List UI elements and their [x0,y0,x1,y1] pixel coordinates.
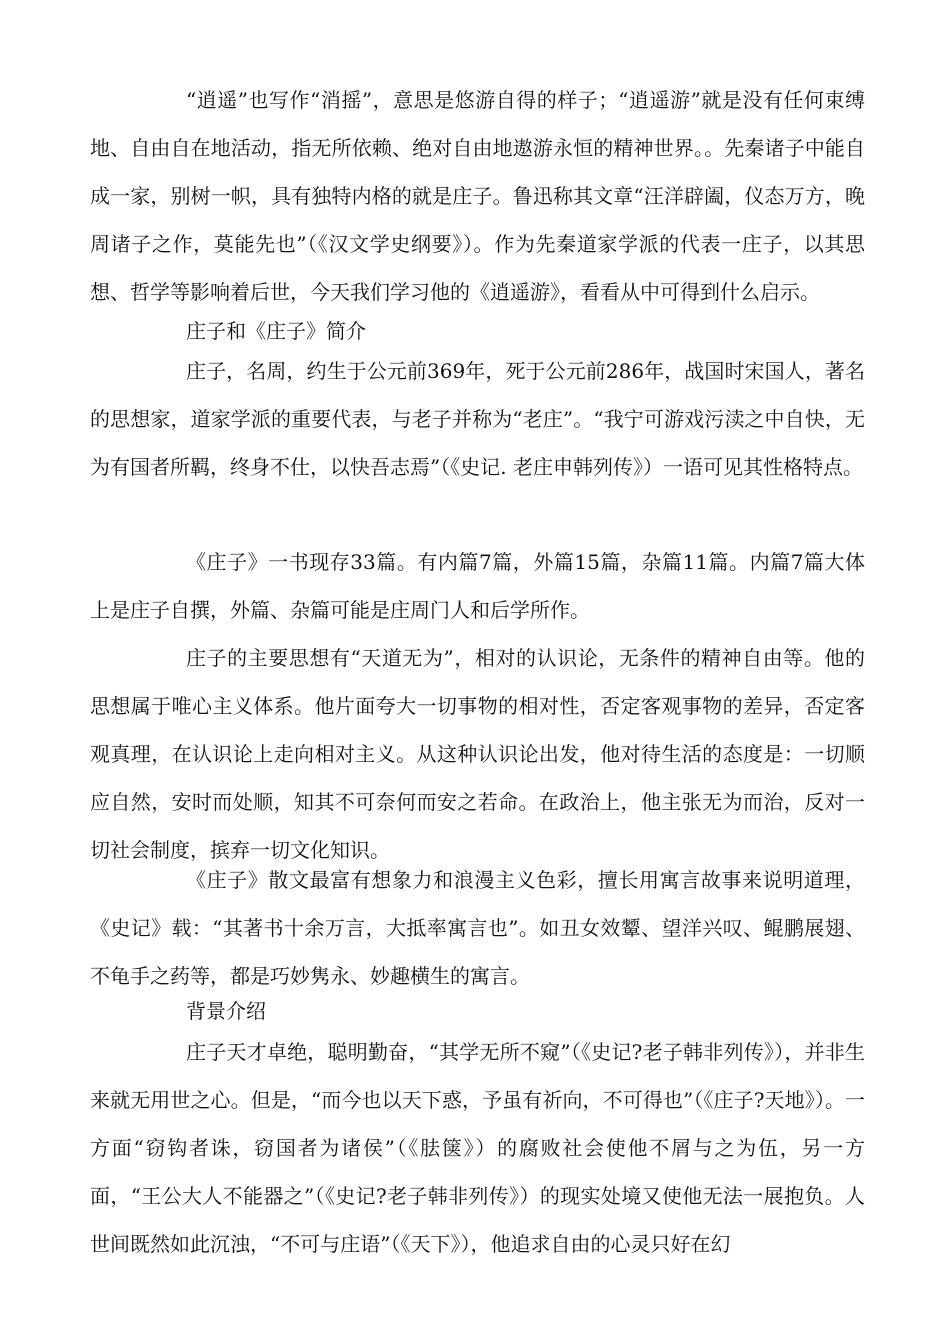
zhuangzi-prose-paragraph: 《庄子》散文最富有想象力和浪漫主义色彩，擅长用寓言故事来说明道理，《史记》载：“其著书十余万言，大抵率寓言也”。如丑女效颦、望洋兴叹、鲲鹏展翅、不龟手之药等，都是巧妙隽永、妙趣横生的寓言。 [90,868,865,988]
background-paragraph: 庄子天才卓绝，聪明勤奋，“其学无所不窥”（《史记?老子韩非列传》），并非生来就无用世之心。但是，“而今也以天下惑，予虽有祈向，不可得也”（《庄子?天地》）。一方面“窃钩者诛，窃国者为诸侯”（《胠箧》）的腐败社会使他不屑与之为伍，另一方面，“王公大人不能器之”（《史记?老子韩非列传》）的现实处境又使他无法一展抱负。人世间既然如此沉浊，“不可与庄语”（《天下》），他追求自由的心灵只好在幻 [90,1040,865,1256]
section-heading-zhuangzi-intro: 庄子和《庄子》简介 [186,319,366,343]
intro-paragraph: “逍遥”也写作“消摇”，意思是悠游自得的样子；“逍遥游”就是没有任何束缚地、自由自在地活动，指无所依赖、绝对自由地遨游永恒的精神世界。。先秦诸子中能自成一家，别树一帜，具有独特内格的就是庄子。鲁迅称其文章“汪洋辟阖，仪态万方，晚周诸子之作，莫能先也”（《汉文学史纲要》）。作为先秦道家学派的代表一庄子，以其思想、哲学等影响着后世，今天我们学习他的《逍遥游》，看看从中可得到什么启示。 [90,88,865,304]
zhuangzi-book-paragraph: 《庄子》一书现存33篇。有内篇7篇，外篇15篇，杂篇11篇。内篇7篇大体上是庄子自撰，外篇、杂篇可能是庄周门人和后学所作。 [90,550,865,622]
section-heading-background: 背景介绍 [186,999,266,1023]
zhuangzi-thought-paragraph: 庄子的主要思想有“天道无为”，相对的认识论，无条件的精神自由等。他的思想属于唯心主义体系。他片面夸大一切事物的相对性，否定客观事物的差异，否定客观真理，在认识论上走向相对主义。从这种认识论出发，他对待生活的态度是：一切顺应自然，安时而处顺，知其不可奈何而安之若命。在政治上，他主张无为而治，反对一切社会制度，摈弃一切文化知识。 [90,646,865,862]
zhuangzi-bio-paragraph: 庄子，名周，约生于公元前369年，死于公元前286年，战国时宋国人，著名的思想家，道家学派的重要代表，与老子并称为“老庄”。“我宁可游戏污渎之中自快，无为有国者所羁，终身不仕，以快吾志焉”（《史记. 老庄申韩列传》）一语可见其性格特点。 [90,359,865,479]
